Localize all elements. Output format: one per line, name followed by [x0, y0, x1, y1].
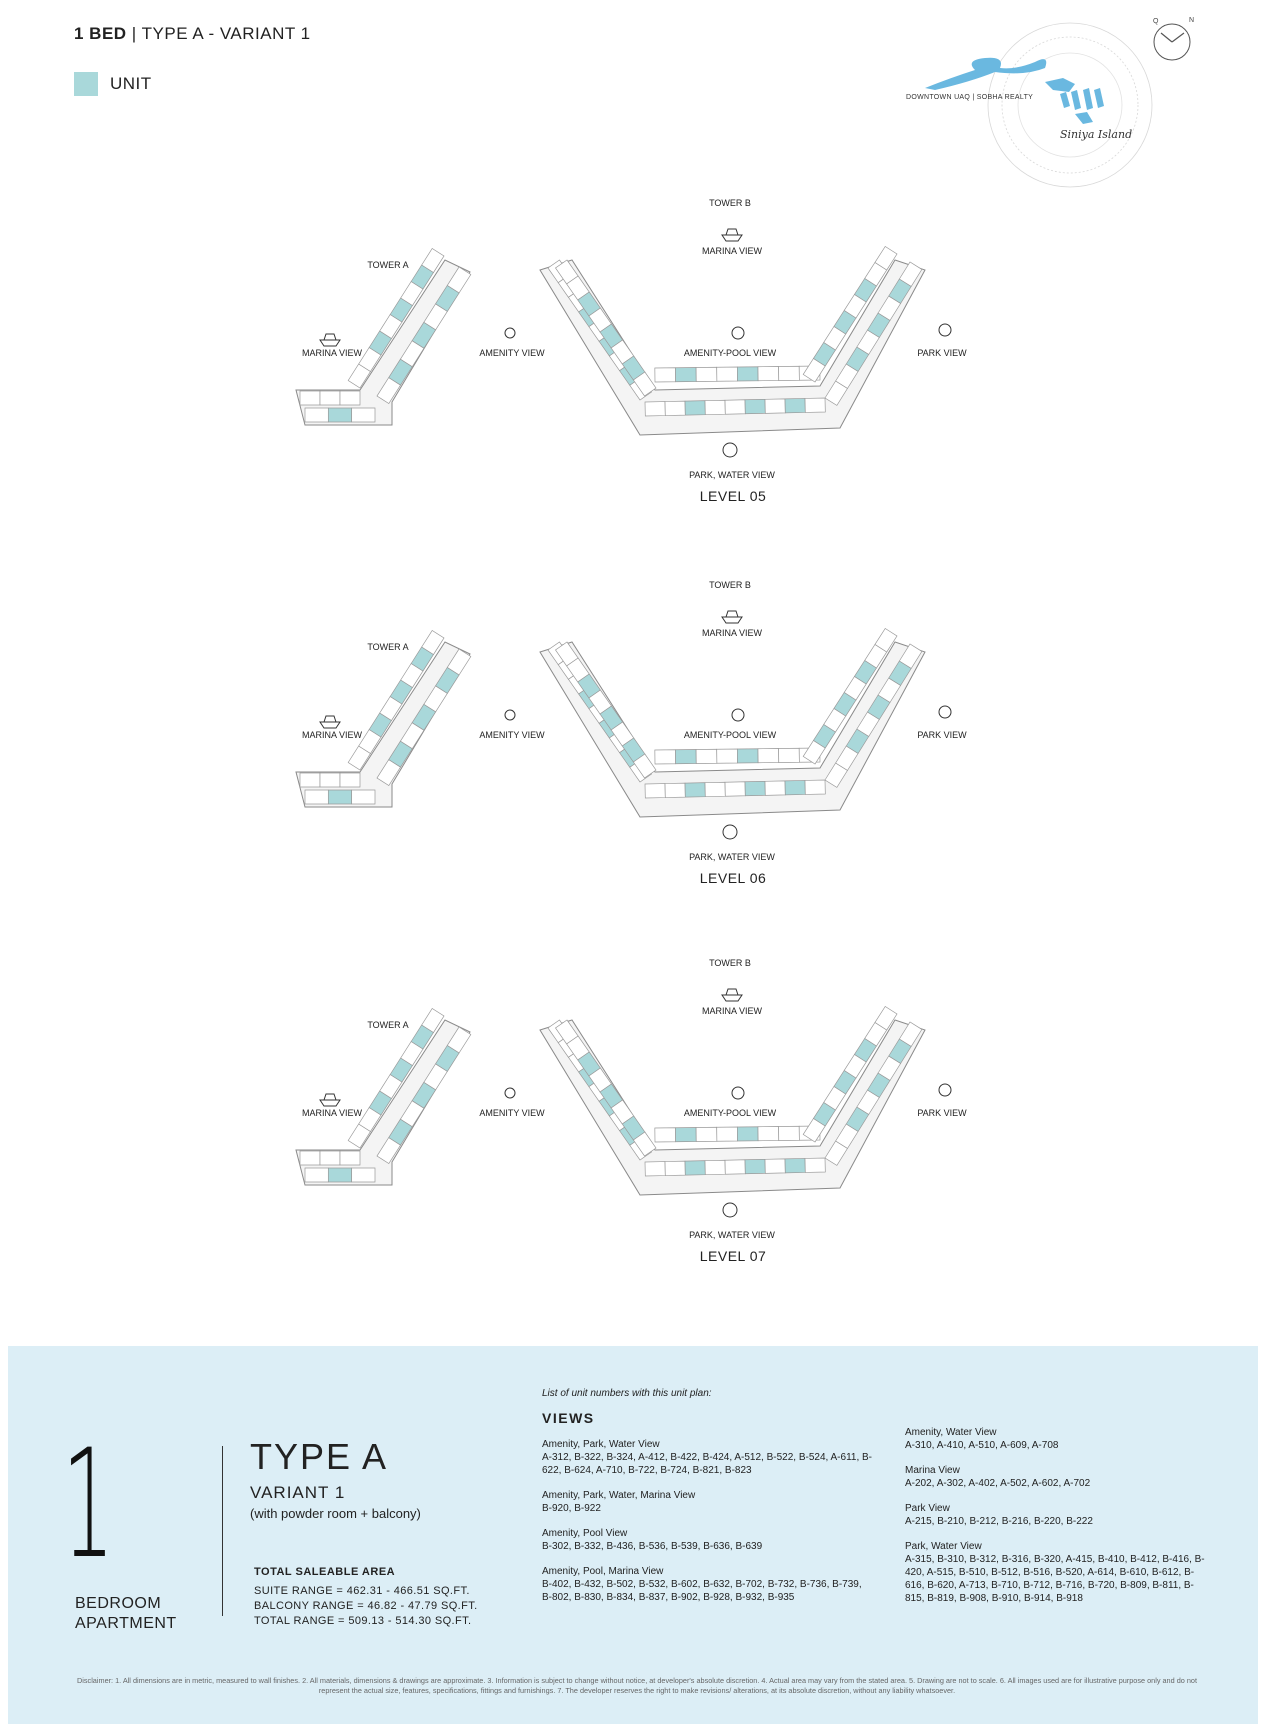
level-name: LEVEL 05	[699, 488, 767, 504]
unit-cell	[685, 783, 705, 797]
unit-cell	[645, 1162, 665, 1176]
view-group	[542, 1527, 872, 1553]
view-group-units: A-312, B-322, B-324, A-412, B-422, B-424, A-512, B-522, B-524, A-611, B-622, B-624, A-710, B-722, B-724, B-821, B-823	[542, 1452, 873, 1476]
marina-view-label: MARINA VIEW	[701, 628, 763, 638]
floor-plans	[0, 150, 1264, 1310]
unit-cell	[737, 749, 758, 763]
unit-cell	[320, 773, 340, 787]
view-group-title: Amenity, Pool, Marina View	[542, 1566, 664, 1577]
views-column-1	[542, 1438, 872, 1616]
unit-cell	[320, 391, 340, 405]
unit-cell	[645, 784, 665, 798]
amenity-pool-view-label: AMENITY-POOL VIEW	[683, 1108, 777, 1118]
unit-list-header: List of unit numbers with this unit plan:	[542, 1388, 712, 1399]
unit-cell	[696, 367, 717, 381]
boat-icon	[722, 229, 742, 241]
view-group	[905, 1426, 1205, 1452]
amenity-pool-view-label: AMENITY-POOL VIEW	[683, 730, 777, 740]
unit-swatch	[74, 72, 98, 96]
unit-cell	[655, 368, 676, 382]
view-group-units: A-315, B-310, B-312, B-316, B-320, A-415, B-410, B-412, B-416, B-420, A-515, B-510, B-512, B-516, B-520, A-614, B-610, B-612, B-616, B-620, A-713, B-710, B-712, B-716, B-720, B-809, B-811, B-815, B-819, B-908, B-910, B-914, B-918	[905, 1554, 1205, 1604]
unit-cell	[328, 790, 351, 804]
view-group	[905, 1464, 1205, 1490]
unit-cell	[705, 782, 725, 796]
amenity-pool-view-label: AMENITY-POOL VIEW	[683, 348, 777, 358]
unit-cell	[655, 1128, 676, 1142]
unit-cell	[340, 391, 360, 405]
view-group-units: A-202, A-302, A-402, A-502, A-602, A-702	[905, 1478, 1091, 1489]
tower-a-label: TOWER A	[367, 260, 409, 270]
floor-plan-drawing	[0, 532, 1264, 892]
unit-cell	[320, 1151, 340, 1165]
unit-cell	[705, 1160, 725, 1174]
unit-cell	[737, 367, 758, 381]
svg-text:N: N	[1189, 17, 1195, 24]
unit-cell	[785, 780, 805, 794]
view-group	[542, 1438, 872, 1477]
unit-cell	[765, 399, 785, 413]
unit-cell	[305, 408, 328, 422]
unit-cell	[779, 748, 800, 762]
total-range: TOTAL RANGE = 509.13 - 514.30 SQ.FT.	[254, 1615, 472, 1627]
svg-text:Q: Q	[1153, 18, 1159, 25]
park-view-label: PARK VIEW	[917, 730, 967, 740]
unit-cell	[805, 1158, 825, 1172]
disclaimer: Disclaimer: 1. All dimensions are in metric, measured to wall finishes. 2. All materials, dimensions & drawings are approximate. 3. Information is subject to change without notice, at developer's absolute discretion. 4. Actual area may vary from the stated area. 5. Drawing are not to scale. 6. All images used are for illustrative purpose only and do not represent the actual size, features, specifications, fittings and furnishings. 7. The developer reserves the right to make revisions/ alterations, at its absolute discretion, without any liability whatsoever.	[77, 1676, 1197, 1695]
pool-tree-icon	[732, 709, 744, 721]
amenity-icon	[505, 710, 515, 720]
unit-cell	[785, 1158, 805, 1172]
unit-cell	[665, 1161, 685, 1175]
pool-tree-icon	[732, 1087, 744, 1099]
plan-title	[74, 24, 311, 44]
view-group-title: Park View	[905, 1503, 950, 1514]
unit-cell	[758, 367, 779, 381]
unit-cell	[725, 782, 745, 796]
unit-cell	[717, 367, 738, 381]
view-group-units: B-920, B-922	[542, 1503, 601, 1514]
view-group-title: Amenity, Park, Water View	[542, 1439, 660, 1450]
unit-cell	[645, 402, 665, 416]
marina-view-label: MARINA VIEW	[301, 730, 363, 740]
unit-cell	[352, 408, 375, 422]
unit-cell	[300, 773, 320, 787]
level-name: LEVEL 07	[699, 1248, 767, 1264]
view-group-title: Amenity, Park, Water, Marina View	[542, 1490, 696, 1501]
unit-cell	[340, 773, 360, 787]
tower-b-label: TOWER B	[709, 580, 751, 590]
level-07-plan	[0, 910, 1264, 1270]
view-group	[905, 1502, 1205, 1528]
bedroom-label-line1: BEDROOM	[75, 1595, 162, 1612]
island-script: Siniya Island	[1060, 128, 1133, 141]
legend-label: UNIT	[110, 74, 152, 93]
panel-divider	[222, 1446, 223, 1616]
amenity-icon	[505, 1088, 515, 1098]
unit-cell	[328, 408, 351, 422]
unit-cell	[717, 1127, 738, 1141]
saleable-area-title: TOTAL SALEABLE AREA	[254, 1566, 396, 1578]
suite-range: SUITE RANGE = 462.31 - 466.51 SQ.FT.	[254, 1585, 470, 1597]
unit-cell	[758, 749, 779, 763]
views-column-2	[905, 1426, 1205, 1617]
unit-cell	[685, 401, 705, 415]
unit-cell	[352, 1168, 375, 1182]
view-group-units: B-302, B-332, B-436, B-536, B-539, B-636, B-639	[542, 1541, 763, 1552]
marina-view-label: MARINA VIEW	[701, 246, 763, 256]
unit-cell	[745, 1159, 765, 1173]
legend	[74, 72, 152, 96]
amenity-view-label: AMENITY VIEW	[479, 1108, 545, 1118]
view-group	[542, 1565, 872, 1604]
unit-cell	[737, 1127, 758, 1141]
unit-cell	[805, 398, 825, 412]
boat-icon	[320, 334, 340, 346]
unit-cell	[785, 398, 805, 412]
marina-view-label: MARINA VIEW	[301, 1108, 363, 1118]
view-group-units: A-310, A-410, A-510, A-609, A-708	[905, 1440, 1059, 1451]
park-water-view-label: PARK, WATER VIEW	[689, 470, 775, 480]
park-view-label: PARK VIEW	[917, 348, 967, 358]
unit-cell	[340, 1151, 360, 1165]
unit-cell	[696, 749, 717, 763]
bedroom-label-line2: APARTMENT	[75, 1615, 177, 1632]
park-water-icon	[723, 825, 737, 839]
unit-cell	[725, 400, 745, 414]
park-water-view-label: PARK, WATER VIEW	[689, 852, 775, 862]
level-05-plan	[0, 150, 1264, 510]
tower-a-label: TOWER A	[367, 1020, 409, 1030]
view-group-title: Marina View	[905, 1465, 960, 1476]
unit-cell	[717, 749, 738, 763]
unit-cell	[665, 783, 685, 797]
type-variant: TYPE A - VARIANT 1	[141, 24, 311, 43]
unit-variant: VARIANT 1	[250, 1483, 346, 1502]
marina-view-label: MARINA VIEW	[701, 1006, 763, 1016]
area-ranges	[254, 1584, 478, 1629]
unit-cell	[675, 368, 696, 382]
unit-cell	[696, 1127, 717, 1141]
unit-cell	[779, 1126, 800, 1140]
unit-cell	[758, 1127, 779, 1141]
views-title: VIEWS	[542, 1410, 595, 1426]
level-06-plan	[0, 532, 1264, 892]
boat-icon	[320, 716, 340, 728]
marina-view-label: MARINA VIEW	[301, 348, 363, 358]
bed-count: 1 BED	[74, 24, 127, 43]
unit-cell	[725, 1160, 745, 1174]
level-name: LEVEL 06	[699, 870, 767, 886]
unit-cell	[675, 1128, 696, 1142]
unit-cell	[352, 790, 375, 804]
boat-icon	[722, 989, 742, 1001]
unit-cell	[675, 750, 696, 764]
view-group	[542, 1489, 872, 1515]
tree-icon	[939, 324, 951, 336]
unit-cell	[655, 750, 676, 764]
floor-plan-drawing	[0, 150, 1264, 510]
unit-cell	[685, 1161, 705, 1175]
tower-b-label: TOWER B	[709, 198, 751, 208]
unit-cell	[779, 366, 800, 380]
park-water-icon	[723, 1203, 737, 1217]
tower-b-label: TOWER B	[709, 958, 751, 968]
tree-icon	[939, 706, 951, 718]
balcony-range: BALCONY RANGE = 46.82 - 47.79 SQ.FT.	[254, 1600, 478, 1612]
title-separator: |	[126, 24, 142, 43]
bedroom-count-number: 1	[62, 1418, 115, 1592]
unit-cell	[705, 400, 725, 414]
tower-a-label: TOWER A	[367, 642, 409, 652]
amenity-icon	[505, 328, 515, 338]
park-water-view-label: PARK, WATER VIEW	[689, 1230, 775, 1240]
floor-plan-drawing	[0, 910, 1264, 1270]
view-group-units: A-215, B-210, B-212, B-216, B-220, B-222	[905, 1516, 1093, 1527]
unit-cell	[765, 1159, 785, 1173]
boat-icon	[722, 611, 742, 623]
unit-cell	[305, 1168, 328, 1182]
tree-icon	[939, 1084, 951, 1096]
view-group-title: Park, Water View	[905, 1541, 982, 1552]
unit-cell	[805, 780, 825, 794]
amenity-view-label: AMENITY VIEW	[479, 348, 545, 358]
view-group-title: Amenity, Water View	[905, 1427, 997, 1438]
unit-cell	[305, 790, 328, 804]
unit-cell	[300, 391, 320, 405]
view-group	[905, 1540, 1205, 1605]
unit-cell	[745, 399, 765, 413]
unit-cell	[328, 1168, 351, 1182]
park-water-icon	[723, 443, 737, 457]
view-group-units: B-402, B-432, B-502, B-532, B-602, B-632, B-702, B-732, B-736, B-739, B-802, B-830, B-834, B-837, B-902, B-928, B-932, B-935	[542, 1579, 862, 1603]
unit-note: (with powder room + balcony)	[250, 1506, 421, 1521]
view-group-title: Amenity, Pool View	[542, 1528, 628, 1539]
boat-icon	[320, 1094, 340, 1106]
bedroom-label	[75, 1594, 177, 1634]
park-view-label: PARK VIEW	[917, 1108, 967, 1118]
brand-text: DOWNTOWN UAQ | SOBHA REALTY	[906, 94, 1034, 101]
unit-cell	[300, 1151, 320, 1165]
pool-tree-icon	[732, 327, 744, 339]
unit-cell	[665, 401, 685, 415]
unit-type: TYPE A	[250, 1436, 389, 1477]
unit-cell	[765, 781, 785, 795]
unit-cell	[745, 781, 765, 795]
amenity-view-label: AMENITY VIEW	[479, 730, 545, 740]
